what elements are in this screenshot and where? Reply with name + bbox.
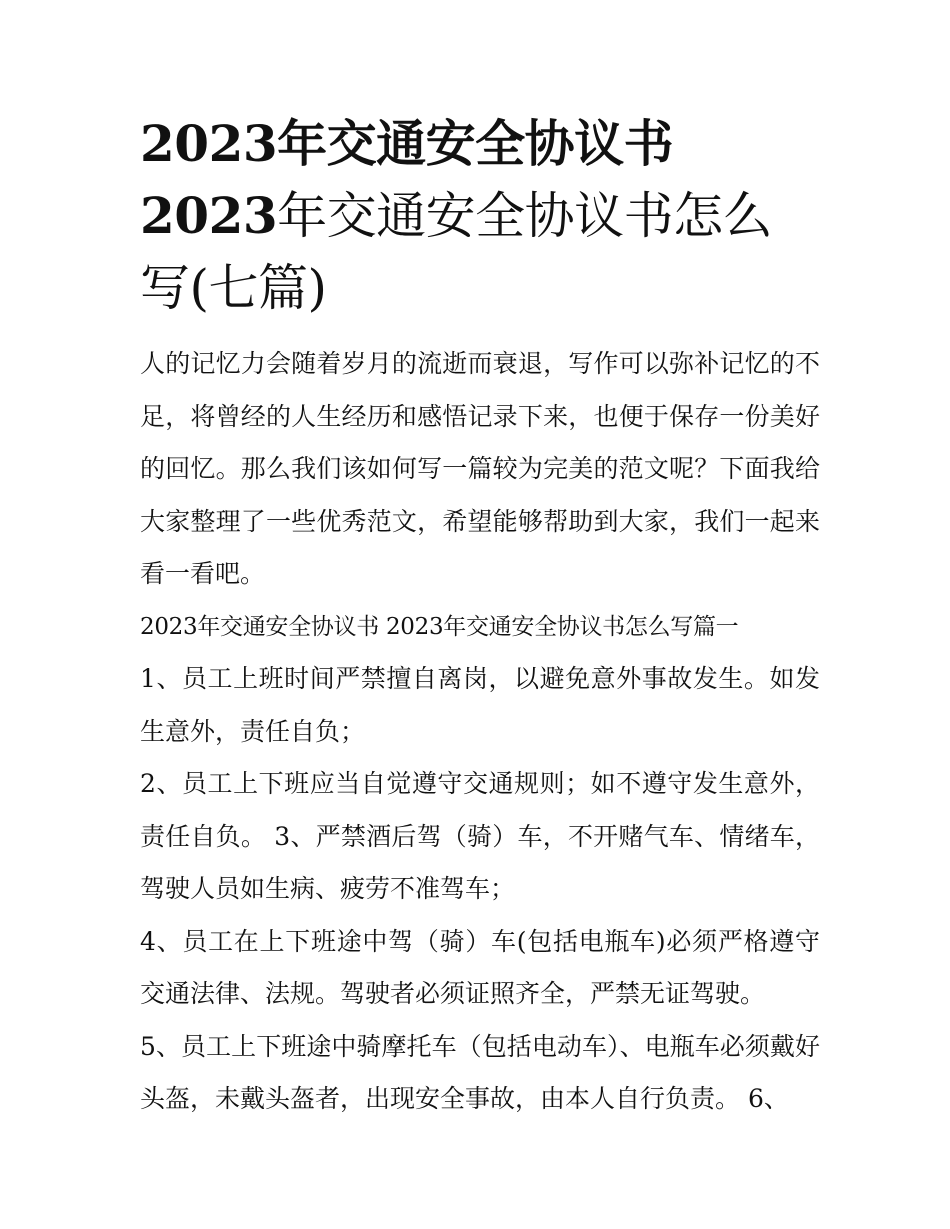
document-title-rest: 年交通安全协议书怎么写(七篇) — [140, 187, 773, 317]
document-title — [140, 108, 820, 324]
document-title-bold: 2023年交通安全协议书 2023 — [140, 114, 674, 245]
section-heading: 2023年交通安全协议书 2023年交通安全协议书怎么写篇一 — [140, 613, 739, 640]
list-item-2: 2、员工上下班应当自觉遵守交通规则；如不遵守发生意外，责任自负。 3、严禁酒后驾（骑）车，不开赌气车、情绪车，驾驶人员如生病、疲劳不准驾车； — [140, 769, 820, 903]
list-item-1: 1、员工上班时间严禁擅自离岗，以避免意外事故发生。如发生意外，责任自负； — [140, 664, 820, 746]
list-item-4: 4、员工在上下班途中驾（骑）车(包括电瓶车)必须严格遵守交通法律、法规。驾驶者必须证照齐全，严禁无证驾驶。 — [140, 926, 820, 1008]
list-item-5: 5、员工上下班途中骑摩托车（包括电动车）、电瓶车必须戴好头盔，未戴头盔者，出现安全事故，由本人自行负责。 6、 — [140, 1031, 820, 1113]
document-page — [140, 108, 820, 1126]
intro-paragraph: 人的记忆力会随着岁月的流逝而衰退，写作可以弥补记忆的不足，将曾经的人生经历和感悟记录下来，也便于保存一份美好的回忆。那么我们该如何写一篇较为完美的范文呢？下面我给大家整理了一些优秀范文，希望能够帮助到大家，我们一起来看一看吧。 — [140, 349, 820, 588]
